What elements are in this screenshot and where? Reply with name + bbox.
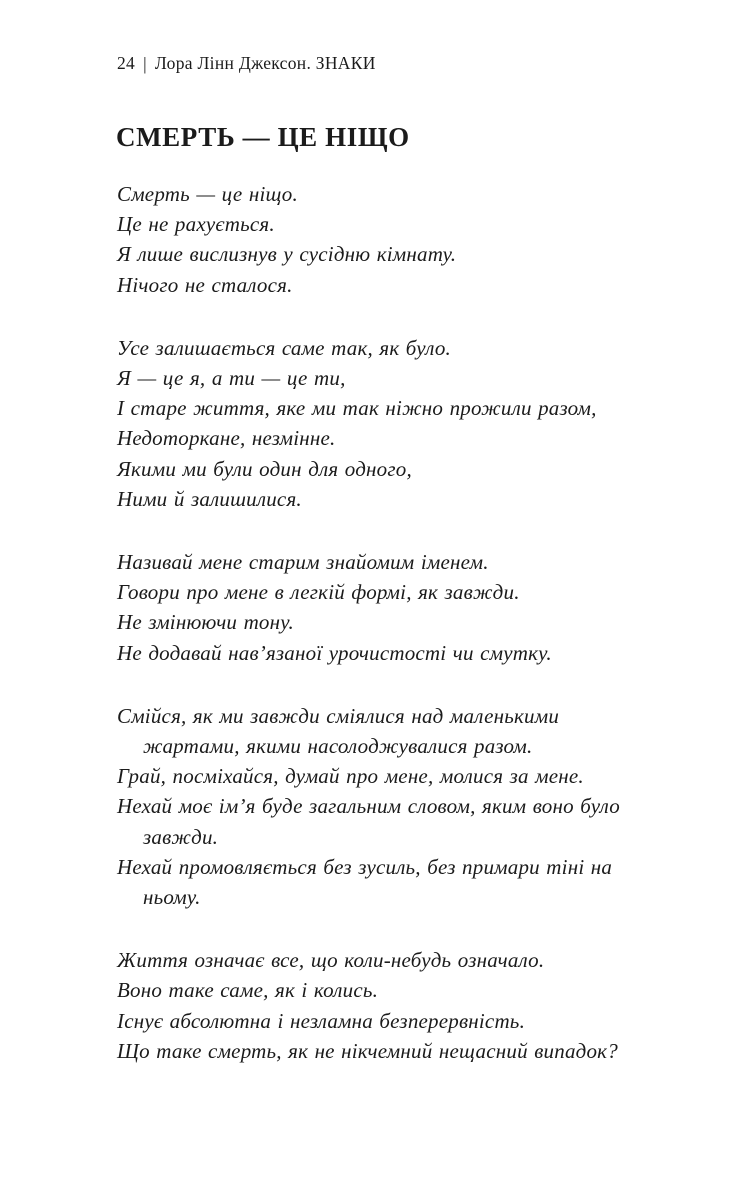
- running-title: Лора Лінн Джексон. ЗНАКИ: [154, 53, 376, 73]
- poem-title: СМЕРТЬ — ЦЕ НІЩО: [116, 122, 410, 152]
- poem-line: Я лише вислизнув у сусідню кімнату.: [117, 242, 457, 267]
- poem-line: ньому.: [143, 885, 201, 910]
- running-header: [117, 53, 376, 74]
- poem-line: Недоторкане, незмінне.: [117, 426, 336, 451]
- poem-line: Нічого не сталося.: [117, 272, 293, 297]
- poem-line: Усе залишається саме так, як було.: [117, 335, 452, 360]
- poem-line: Смерть — це ніщо.: [117, 182, 298, 206]
- poem-line: Не змінюючи тону.: [117, 610, 294, 635]
- stanza: [117, 547, 620, 668]
- stanza: [117, 701, 620, 912]
- poem-line: Не додавай нав’язаної урочистості чи смутку.: [117, 640, 552, 665]
- poem-line: Воно таке саме, як і колись.: [117, 978, 379, 1003]
- poem-line: Смійся, як ми завжди сміялися над маленькими: [117, 703, 560, 728]
- poem-line: І старе життя, яке ми так ніжно прожили разом,: [117, 396, 597, 421]
- poem-line: Я — це я, а ти — це ти,: [117, 366, 346, 391]
- poem-line: Це не рахується.: [117, 212, 275, 237]
- poem-line: Існує абсолютна і незламна безперервність.: [117, 1008, 526, 1033]
- poem-line: Нехай промовляється без зусиль, без примари тіні на: [117, 854, 613, 879]
- page-number: 24: [117, 53, 136, 73]
- poem-line: завжди.: [143, 824, 219, 849]
- poem-line: Ними й залишилися.: [117, 486, 302, 511]
- poem-line: Називай мене старим знайомим іменем.: [117, 550, 489, 575]
- poem-line: Грай, посміхайся, думай про мене, молися за мене.: [117, 764, 584, 789]
- stanza: [117, 333, 620, 514]
- stanza: [117, 179, 620, 300]
- poem-line: Життя означає все, що коли-небудь означало.: [117, 948, 545, 973]
- poem-line: Нехай моє ім’я буде загальним словом, яким воно було: [117, 794, 620, 819]
- poem-line: Говори про мене в легкій формі, як завжди.: [117, 580, 520, 605]
- header-separator: |: [143, 52, 147, 74]
- poem-body: [117, 179, 620, 1066]
- poem-line: Що таке смерть, як не нікчемний нещасний випадок?: [117, 1038, 618, 1063]
- poem-line: жартами, якими насолоджувалися разом.: [143, 734, 533, 759]
- stanza: [117, 945, 620, 1066]
- poem-line: Якими ми були один для одного,: [117, 456, 412, 481]
